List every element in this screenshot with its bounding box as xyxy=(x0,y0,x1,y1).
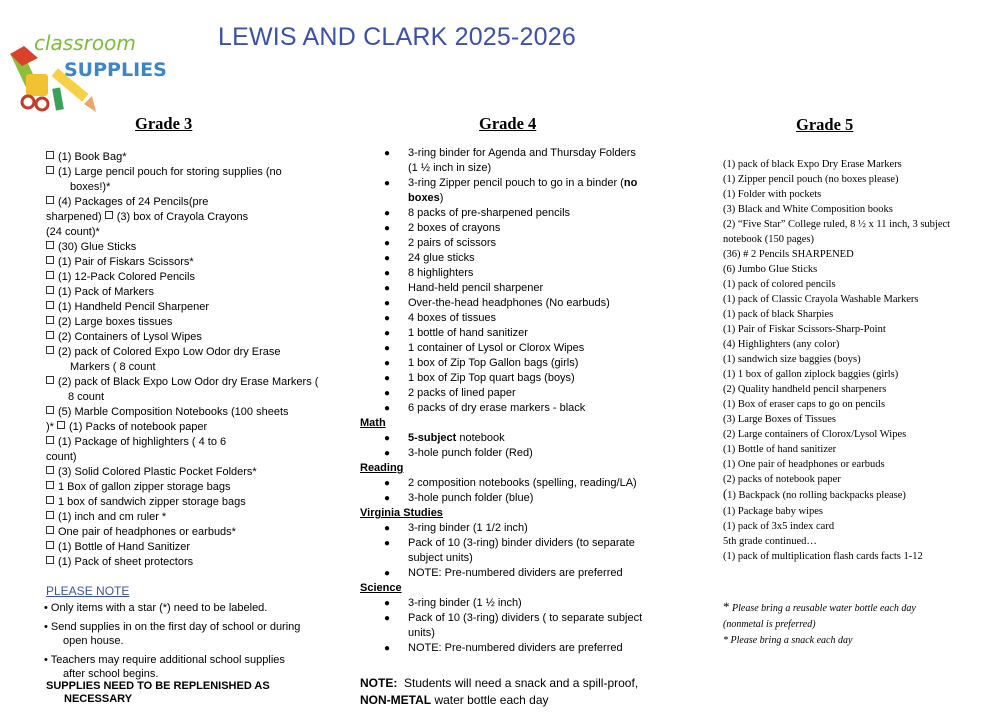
checkbox-icon xyxy=(46,271,54,279)
list-item: (2) Containers of Lysol Wipes xyxy=(46,330,331,345)
checkbox-icon xyxy=(105,211,113,219)
list-item: (4) Highlighters (any color) xyxy=(723,339,840,350)
list-item: ● Over-the-head headphones (No earbuds) xyxy=(384,297,610,309)
checkbox-icon xyxy=(46,556,54,564)
list-item: ● 8 highlighters xyxy=(384,267,474,279)
list-item: (1) One pair of headphones or earbuds xyxy=(723,459,885,470)
list-item: (1) Package baby wipes xyxy=(723,506,824,517)
checkbox-icon xyxy=(46,316,54,324)
bullet-icon: ● xyxy=(384,403,391,414)
list-item: (3) Solid Colored Plastic Pocket Folders* xyxy=(46,465,331,480)
list-item: (2) Large containers of Clorox/Lysol Wipes xyxy=(723,429,907,440)
bullet-icon: ● xyxy=(384,298,391,309)
bullet-icon: ● xyxy=(384,343,391,354)
list-item: ● 1 box of Zip Top quart bags (boys) xyxy=(384,372,575,384)
checkbox-icon xyxy=(46,196,54,204)
list-item: (4) Packages of 24 Pencils(pre xyxy=(46,195,331,210)
checkbox-icon xyxy=(46,346,54,354)
list-item-continued: count) xyxy=(46,451,77,463)
list-item: ● 2 packs of lined paper xyxy=(384,387,516,399)
list-item: ● 3-hole punch folder (blue) xyxy=(384,492,534,504)
list-item: ● 3-ring binder (1 ½ inch) xyxy=(384,597,522,609)
list-item: (1) 1 box of gallon ziplock baggies (girls) xyxy=(723,369,899,380)
list-item: (3) Black and White Composition books xyxy=(723,204,893,215)
please-note-list xyxy=(44,601,344,681)
note-item: • Send supplies in on the first day of school or during xyxy=(44,621,301,633)
page-title: LEWIS AND CLARK 2025-2026 xyxy=(218,23,576,51)
note-item: • Only items with a star (*) need to be labeled. xyxy=(44,602,268,614)
list-item: ● Hand-held pencil sharpener xyxy=(384,282,544,294)
grade-4-heading: Grade 4 xyxy=(479,114,537,133)
grade-3-heading: Grade 3 xyxy=(135,114,193,133)
list-item: ● 1 box of Zip Top Gallon bags (girls) xyxy=(384,357,579,369)
section-heading-math: Math xyxy=(360,417,386,429)
list-item-continued: notebook (150 pages) xyxy=(723,234,814,245)
list-item: (2) packs of notebook paper xyxy=(723,474,841,485)
list-item: (1) Backpack (no rolling backpacks please) xyxy=(723,487,906,501)
checkbox-icon xyxy=(46,166,54,174)
checkbox-icon xyxy=(46,541,54,549)
list-item: ● 4 boxes of tissues xyxy=(384,312,497,324)
list-item: One pair of headphones or earbuds* xyxy=(46,525,331,540)
bullet-icon: ● xyxy=(384,328,391,339)
bullet-icon: ● xyxy=(384,388,391,399)
list-item: ● 6 packs of dry erase markers - black xyxy=(384,402,586,414)
bullet-icon: ● xyxy=(384,643,391,654)
checkbox-icon xyxy=(46,496,54,504)
bullet-icon: ● xyxy=(384,523,391,534)
please-note-heading: PLEASE NOTE xyxy=(46,584,130,598)
list-item: (1) inch and cm ruler * xyxy=(46,510,331,525)
bullet-icon: ● xyxy=(384,148,391,159)
list-item: (1) Large pencil pouch for storing supplies (no xyxy=(46,165,331,180)
list-item: (1) pack of black Sharpies xyxy=(723,309,834,320)
bullet-icon: ● xyxy=(384,268,391,279)
checkbox-icon xyxy=(46,376,54,384)
list-item: ● 2 pairs of scissors xyxy=(384,237,497,249)
list-item: ● 24 glue sticks xyxy=(384,252,475,264)
list-item: ● 3-ring binder for Agenda and Thursday Folders (1 ½ inch in size) xyxy=(384,147,636,174)
list-item: ● Pack of 10 (3-ring) binder dividers (to separate subject units) xyxy=(384,537,635,564)
bullet-icon: ● xyxy=(384,598,391,609)
list-item: (1) Handheld Pencil Sharpener xyxy=(46,300,331,315)
list-item: (30) Glue Sticks xyxy=(46,240,331,255)
bullet-icon: ● xyxy=(384,448,391,459)
checkbox-icon xyxy=(46,511,54,519)
list-item: (3) Large Boxes of Tissues xyxy=(723,414,836,425)
grade-4-supply-list xyxy=(360,146,660,656)
list-item: (2) Quality handheld pencil sharpeners xyxy=(723,384,887,395)
list-item: (1) Zipper pencil pouch (no boxes please) xyxy=(723,174,899,185)
list-item: ● 3-hole punch folder (Red) xyxy=(384,447,533,459)
list-item: (1) Bottle of hand sanitizer xyxy=(723,444,837,455)
list-item: (1) sandwich size baggies (boys) xyxy=(723,354,861,365)
list-item: (1) Pair of Fiskar Scissors-Sharp-Point xyxy=(723,324,886,335)
grade-5-supply-list xyxy=(723,157,973,564)
bullet-icon: ● xyxy=(384,208,391,219)
replenish-note: SUPPLIES NEED TO BE REPLENISHED AS NECESSARY xyxy=(46,680,270,705)
list-item: 1 Box of gallon zipper storage bags xyxy=(46,480,331,495)
list-item: (2) pack of Black Expo Low Odor dry Erase Markers ( xyxy=(46,375,331,390)
list-item-continued: Markers ( 8 count xyxy=(70,361,156,373)
logo-line1: classroom xyxy=(34,31,136,55)
bullet-icon: ● xyxy=(384,253,391,264)
bullet-icon: ● xyxy=(384,358,391,369)
list-item: (2) Large boxes tissues xyxy=(46,315,331,330)
bullet-icon: ● xyxy=(384,178,391,189)
list-item: ● 8 packs of pre-sharpened pencils xyxy=(384,207,571,219)
list-item: ● 3-ring Zipper pencil pouch to go in a binder (no boxes) xyxy=(384,177,638,204)
list-item: (2) pack of Colored Expo Low Odor dry Erase xyxy=(46,345,331,360)
list-item: (36) # 2 Pencils SHARPENED xyxy=(723,249,854,260)
list-item: sharpened) (3) box of Crayola Crayons xyxy=(46,211,249,223)
checkbox-icon xyxy=(46,436,54,444)
grade-4-final-note: NOTE: Students will need a snack and a spill-proof, NON-METAL water bottle each day xyxy=(360,676,639,707)
list-item: ● 1 bottle of hand sanitizer xyxy=(384,327,528,339)
list-item: ● 5-subject notebook xyxy=(384,432,505,444)
checkbox-icon xyxy=(46,526,54,534)
list-item: (1) Box of eraser caps to go on pencils xyxy=(723,399,886,410)
note-item-continued: after school begins. xyxy=(63,668,159,680)
bullet-icon: ● xyxy=(384,493,391,504)
checkbox-icon xyxy=(46,466,54,474)
bullet-icon: ● xyxy=(384,223,391,234)
checkbox-icon xyxy=(46,406,54,414)
list-item: (2) “Five Star” College ruled, 8 ½ x 11 inch, 3 subject xyxy=(723,219,951,230)
list-item: (1) pack of 3x5 index card xyxy=(723,521,835,532)
list-item: ● 1 container of Lysol or Clorox Wipes xyxy=(384,342,585,354)
list-item: (1) Pack of Markers xyxy=(46,285,331,300)
grade-5-heading: Grade 5 xyxy=(796,115,854,134)
bullet-icon: ● xyxy=(384,568,391,579)
list-item: (1) Bottle of Hand Sanitizer xyxy=(46,540,331,555)
bullet-icon: ● xyxy=(384,433,391,444)
note-item-continued: open house. xyxy=(63,635,124,647)
list-item: ● Pack of 10 (3-ring) dividers ( to separate subject units) xyxy=(384,612,643,639)
checkbox-icon xyxy=(46,241,54,249)
list-item: ● 3-ring binder (1 1/2 inch) xyxy=(384,522,528,534)
list-item-continued: (24 count)* xyxy=(46,226,100,238)
section-heading-science: Science xyxy=(360,582,402,594)
list-item: (1) pack of multiplication flash cards facts 1-12 xyxy=(723,551,923,562)
list-item: ● 2 boxes of crayons xyxy=(384,222,501,234)
checkbox-icon xyxy=(46,286,54,294)
checkbox-icon xyxy=(46,331,54,339)
list-item: ● NOTE: Pre-numbered dividers are preferred xyxy=(384,642,623,654)
bullet-icon: ● xyxy=(384,538,391,549)
grade-5-footer-notes: * Please bring a reusable water bottle each day (nonmetal is preferred) * Please bring a snack each day xyxy=(723,599,916,646)
logo-line2: SUPPLIES xyxy=(64,59,167,81)
bullet-icon: ● xyxy=(384,313,391,324)
checkbox-icon xyxy=(46,481,54,489)
grade-3-supply-list xyxy=(46,150,331,570)
list-item: (1) Pack of sheet protectors xyxy=(46,555,331,570)
list-item: (1) Folder with pockets xyxy=(723,189,822,200)
list-item: (1) Pair of Fiskars Scissors* xyxy=(46,255,331,270)
list-item-continued: 8 count xyxy=(68,391,105,403)
note-item: • Teachers may require additional school supplies xyxy=(44,654,285,666)
list-item: ● 2 composition notebooks (spelling, reading/LA) xyxy=(384,477,637,489)
section-heading-reading: Reading xyxy=(360,462,404,474)
list-item: (1) pack of Classic Crayola Washable Markers xyxy=(723,294,919,305)
list-item: (1) pack of black Expo Dry Erase Markers xyxy=(723,159,902,170)
bullet-icon: ● xyxy=(384,478,391,489)
checkbox-icon xyxy=(46,301,54,309)
list-item: (1) Package of highlighters ( 4 to 6 xyxy=(46,435,331,450)
checkbox-icon xyxy=(46,256,54,264)
list-item: 1 box of sandwich zipper storage bags xyxy=(46,495,331,510)
list-item: (6) Jumbo Glue Sticks xyxy=(723,264,818,275)
list-item: (1) pack of colored pencils xyxy=(723,279,836,290)
classroom-supplies-logo xyxy=(8,14,167,114)
list-item: (5) Marble Composition Notebooks (100 sheets xyxy=(46,405,331,420)
list-item: 5th grade continued… xyxy=(723,536,817,547)
bullet-icon: ● xyxy=(384,373,391,384)
list-item: )* (1) Packs of notebook paper xyxy=(46,421,208,433)
bullet-icon: ● xyxy=(384,283,391,294)
list-item: ● NOTE: Pre-numbered dividers are preferred xyxy=(384,567,623,579)
checkbox-icon xyxy=(46,151,54,159)
list-item: (1) Book Bag* xyxy=(46,150,331,165)
list-item: (1) 12-Pack Colored Pencils xyxy=(46,270,331,285)
section-heading-virginia-studies: Virginia Studies xyxy=(360,507,443,519)
bullet-icon: ● xyxy=(384,238,391,249)
list-item-continued: boxes!)* xyxy=(70,181,111,193)
checkbox-icon xyxy=(57,421,65,429)
bullet-icon: ● xyxy=(384,613,391,624)
